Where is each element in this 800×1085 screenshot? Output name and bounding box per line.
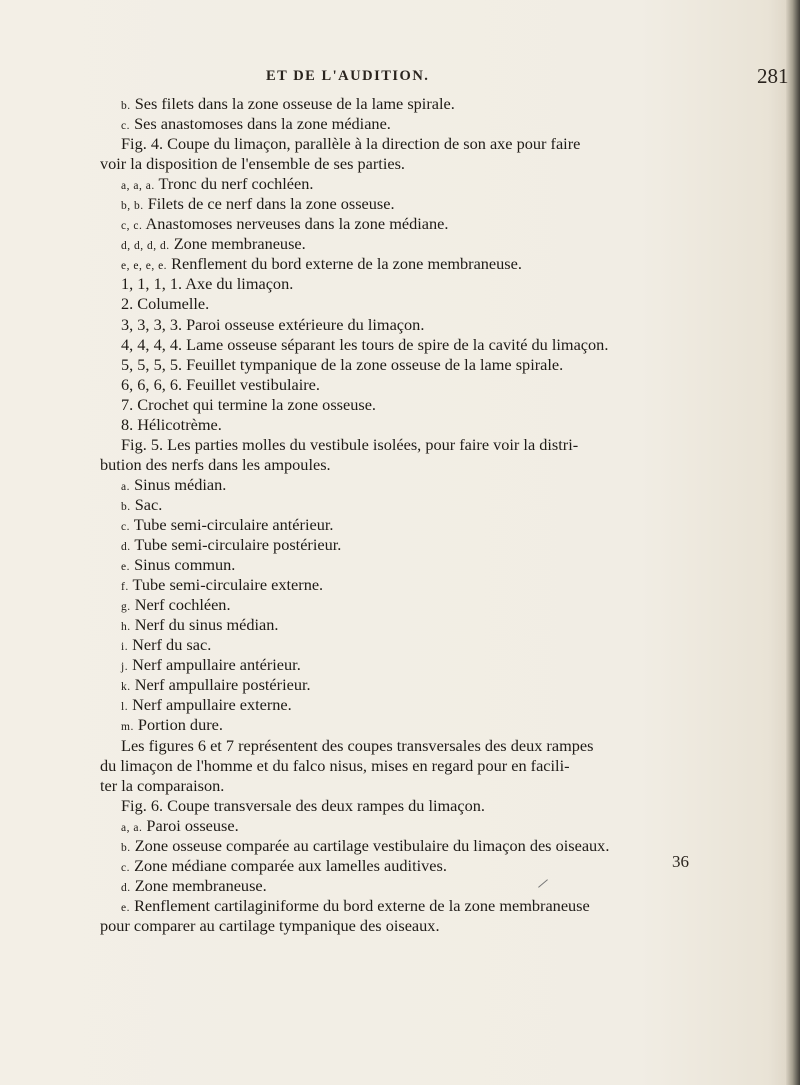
text-line: 1, 1, 1, 1. Axe du limaçon.	[121, 274, 294, 294]
text-line: e, e, e, e. Renflement du bord externe de la zone membraneuse.	[121, 254, 522, 274]
page-number: 281	[757, 64, 789, 88]
text-line: Fig. 4. Coupe du limaçon, parallèle à la direction de son axe pour faire	[121, 134, 581, 154]
running-head: ET DE L'AUDITION.	[266, 68, 430, 84]
page-header	[0, 64, 800, 94]
text-line: 4, 4, 4, 4. Lame osseuse séparant les tours de spire de la cavité du limaçon.	[121, 334, 609, 354]
text-line: voir la disposition de l'ensemble de ses parties.	[100, 154, 405, 174]
signature-mark: 36	[672, 852, 689, 871]
text-line: a, a. Paroi osseuse.	[121, 815, 239, 835]
body-text	[0, 94, 800, 936]
text-line: b. Zone osseuse comparée au cartilage vestibulaire du limaçon des oiseaux.	[121, 835, 610, 855]
text-line: Fig. 5. Les parties molles du vestibule isolées, pour faire voir la distri-	[121, 434, 579, 454]
text-line: b, b. Filets de ce nerf dans la zone osseuse.	[121, 194, 395, 214]
text-line: ter la comparaison.	[100, 775, 225, 795]
text-line: 6, 6, 6, 6. Feuillet vestibulaire.	[121, 374, 320, 394]
text-line: c. Zone médiane comparée aux lamelles auditives.	[121, 855, 447, 875]
text-line: pour comparer au cartilage tympanique des oiseaux.	[100, 915, 440, 935]
text-line: e. Renflement cartilaginiforme du bord externe de la zone membraneuse	[121, 895, 590, 915]
text-line: b. Ses filets dans la zone osseuse de la lame spirale.	[121, 94, 455, 113]
text-line: 7. Crochet qui termine la zone osseuse.	[121, 394, 376, 414]
text-line: l. Nerf ampullaire externe.	[121, 695, 292, 715]
text-line: c. Tube semi-circulaire antérieur.	[121, 514, 334, 534]
text-line: Fig. 6. Coupe transversale des deux rampes du limaçon.	[121, 795, 485, 815]
text-line: a. Sinus médian.	[121, 474, 227, 494]
text-line: k. Nerf ampullaire postérieur.	[121, 675, 311, 695]
text-line: bution des nerfs dans les ampoules.	[100, 454, 331, 474]
text-line: d. Tube semi-circulaire postérieur.	[121, 535, 342, 555]
text-line: 8. Hélicotrème.	[121, 414, 222, 434]
text-line: a, a, a. Tronc du nerf cochléen.	[121, 174, 314, 194]
text-line: h. Nerf du sinus médian.	[121, 615, 279, 635]
text-line: g. Nerf cochléen.	[121, 595, 231, 615]
text-line: d, d, d, d. Zone membraneuse.	[121, 234, 306, 254]
text-line: j. Nerf ampullaire antérieur.	[121, 655, 301, 675]
text-line: f. Tube semi-circulaire externe.	[121, 575, 324, 595]
text-line: 2. Columelle.	[121, 294, 210, 314]
text-line: m. Portion dure.	[121, 715, 223, 735]
text-line: c, c. Anastomoses nerveuses dans la zone médiane.	[121, 214, 449, 234]
text-line: i. Nerf du sac.	[121, 635, 212, 655]
text-line: du limaçon de l'homme et du falco nisus, mises en regard pour en facili-	[100, 755, 570, 775]
text-line: c. Ses anastomoses dans la zone médiane.	[121, 114, 391, 134]
text-line: 3, 3, 3, 3. Paroi osseuse extérieure du limaçon.	[121, 314, 425, 334]
text-line: Les figures 6 et 7 représentent des coupes transversales des deux rampes	[121, 735, 594, 755]
text-line: 5, 5, 5, 5. Feuillet tympanique de la zone osseuse de la lame spirale.	[121, 354, 564, 374]
text-line: b. Sac.	[121, 494, 163, 514]
text-line: d. Zone membraneuse.	[121, 875, 267, 895]
text-line: e. Sinus commun.	[121, 555, 236, 575]
